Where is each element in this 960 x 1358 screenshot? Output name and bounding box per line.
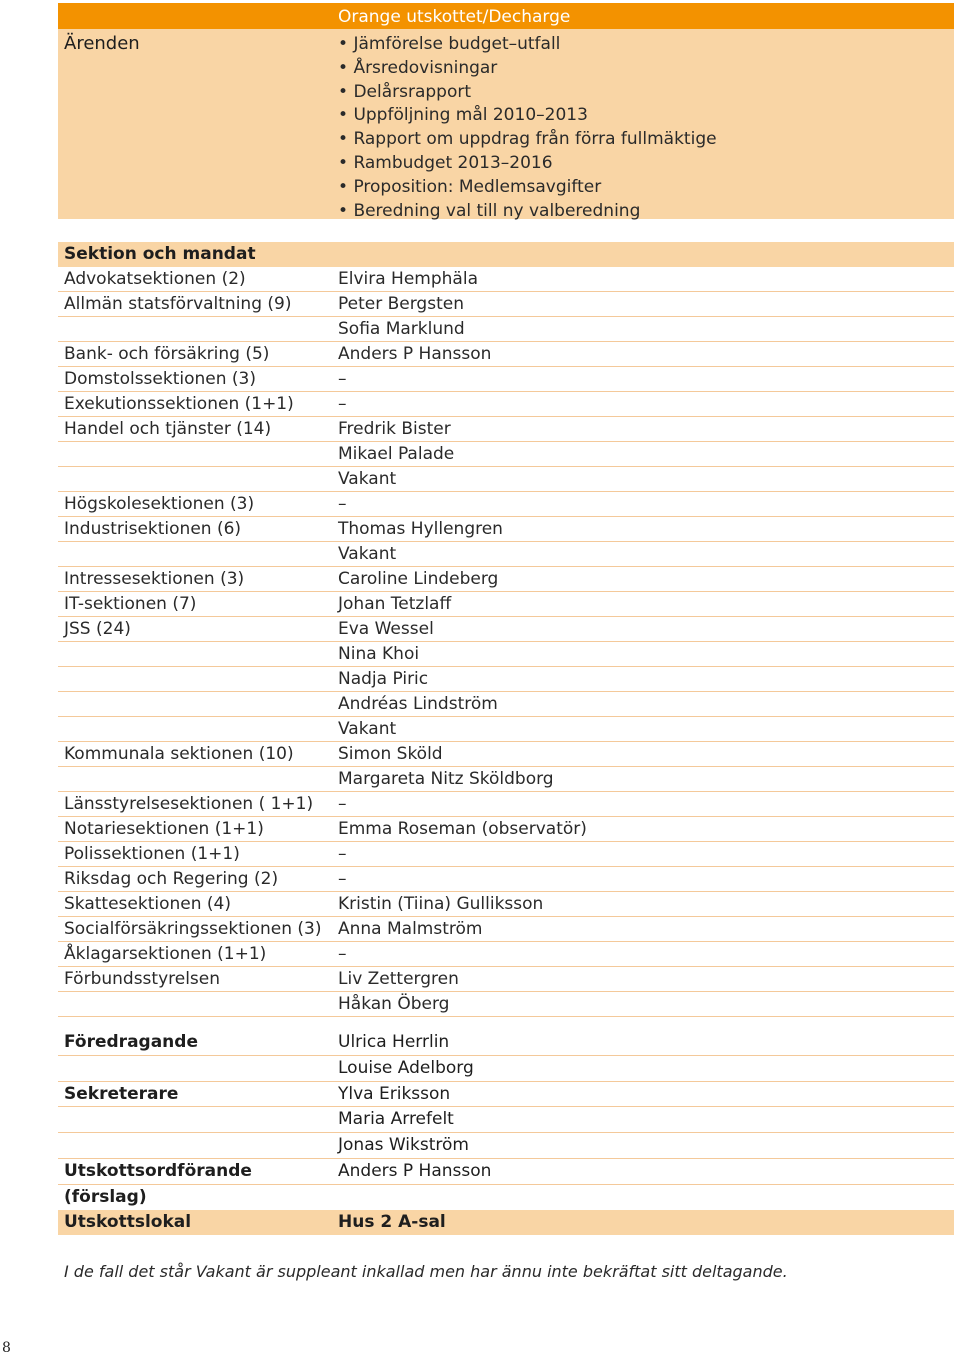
footnote: I de fall det står Vakant är suppleant inkallad men har ännu inte bekräftat sitt deltagande. bbox=[64, 1262, 788, 1281]
sektion-label bbox=[58, 467, 338, 491]
arenden-item: • Uppföljning mål 2010–2013 bbox=[338, 104, 717, 128]
sektion-row bbox=[58, 792, 954, 817]
sektion-member: – bbox=[338, 944, 347, 964]
sektion-member: Mikael Palade bbox=[338, 444, 455, 464]
sektion-member: Håkan Öberg bbox=[338, 994, 450, 1014]
sektion-header: Sektion och mandat bbox=[58, 242, 954, 267]
sektion-member: Anna Malmström bbox=[338, 919, 483, 939]
sektion-row bbox=[58, 492, 954, 517]
sektion-label: IT-sektionen (7) bbox=[64, 594, 197, 614]
sektion-member: – bbox=[338, 869, 347, 889]
sektion-member: Caroline Lindeberg bbox=[338, 569, 499, 589]
committee-title: Orange utskottet/Decharge bbox=[338, 7, 571, 27]
sektion-member: – bbox=[338, 844, 347, 864]
sektion-row bbox=[58, 267, 954, 292]
sektion-label: Allmän statsförvaltning (9) bbox=[64, 294, 292, 314]
sektion-row bbox=[58, 617, 954, 642]
sektion-row bbox=[58, 667, 954, 692]
sektion-table bbox=[58, 242, 954, 1017]
arenden-item: • Jämförelse budget–utfall bbox=[338, 33, 717, 57]
sekreterare-label: Sekreterare bbox=[64, 1083, 179, 1104]
sektion-label bbox=[58, 642, 338, 666]
role-person: Maria Arrefelt bbox=[338, 1109, 454, 1130]
sektion-row bbox=[58, 317, 954, 342]
role-row bbox=[58, 1133, 954, 1159]
sektion-label: Exekutionssektionen (1+1) bbox=[64, 394, 294, 414]
sektion-label: Intressesektionen (3) bbox=[64, 569, 245, 589]
role-row bbox=[58, 1159, 954, 1207]
sektion-label bbox=[58, 692, 338, 716]
sektion-member: Liv Zettergren bbox=[338, 969, 459, 989]
sektion-member: Johan Tetzlaff bbox=[338, 594, 452, 614]
sektion-label: Skattesektionen (4) bbox=[64, 894, 231, 914]
sektion-row bbox=[58, 542, 954, 567]
sektion-label: Högskolesektionen (3) bbox=[64, 494, 255, 514]
sektion-row bbox=[58, 692, 954, 717]
sektion-label: Industrisektionen (6) bbox=[64, 519, 242, 539]
sektion-row bbox=[58, 942, 954, 967]
role-person: Ylva Eriksson bbox=[338, 1083, 451, 1104]
sektion-row bbox=[58, 742, 954, 767]
sektion-member: Fredrik Bister bbox=[338, 419, 451, 439]
sektion-label: Polissektionen (1+1) bbox=[64, 844, 240, 864]
sektion-label: Bank- och försäkring (5) bbox=[64, 344, 270, 364]
role-row bbox=[58, 1107, 954, 1133]
sektion-row bbox=[58, 342, 954, 367]
sektion-member: Vakant bbox=[338, 544, 397, 564]
sektion-row bbox=[58, 842, 954, 867]
sektion-row bbox=[58, 367, 954, 392]
sektion-row bbox=[58, 392, 954, 417]
sektion-member: Nina Khoi bbox=[338, 644, 420, 664]
sektion-member: Emma Roseman (observatör) bbox=[338, 819, 587, 839]
sektion-row bbox=[58, 642, 954, 667]
sektion-rows bbox=[58, 267, 954, 1017]
sektion-member: – bbox=[338, 369, 347, 389]
sektion-row bbox=[58, 467, 954, 492]
sektion-row bbox=[58, 592, 954, 617]
sektion-member: Simon Sköld bbox=[338, 744, 443, 764]
sektion-member: Vakant bbox=[338, 469, 397, 489]
sektion-label: Handel och tjänster (14) bbox=[64, 419, 272, 439]
arenden-item: • Rambudget 2013–2016 bbox=[338, 152, 717, 176]
lokal-label: Utskottslokal bbox=[64, 1212, 192, 1232]
page-number: 8 bbox=[2, 1340, 11, 1356]
ordforande-label: Utskottsordförande (förslag) bbox=[64, 1160, 252, 1207]
arenden-item: • Delårsrapport bbox=[338, 81, 717, 105]
role-person: Ulrica Herrlin bbox=[338, 1032, 450, 1052]
sektion-member: Eva Wessel bbox=[338, 619, 434, 639]
sektion-label: Advokatsektionen (2) bbox=[64, 269, 246, 289]
sektion-member: – bbox=[338, 394, 347, 414]
sektion-label: Domstolssektionen (3) bbox=[64, 369, 256, 389]
sektion-member: – bbox=[338, 794, 347, 814]
sektion-row bbox=[58, 417, 954, 442]
sektion-row bbox=[58, 292, 954, 317]
sektion-label: Kommunala sektionen (10) bbox=[64, 744, 294, 764]
sektion-row bbox=[58, 917, 954, 942]
sektion-label: Förbundsstyrelsen bbox=[64, 969, 221, 989]
sektion-row bbox=[58, 867, 954, 892]
sektion-member: Vakant bbox=[338, 719, 397, 739]
sektion-member: Thomas Hyllengren bbox=[338, 519, 503, 539]
sektion-label bbox=[58, 767, 338, 791]
role-row bbox=[58, 1056, 954, 1082]
arenden-item: • Beredning val till ny valberedning bbox=[338, 200, 717, 224]
arenden-list bbox=[338, 33, 717, 223]
sektion-label: Notariesektionen (1+1) bbox=[64, 819, 264, 839]
sektion-member: – bbox=[338, 494, 347, 514]
foredragande-label: Föredragande bbox=[64, 1032, 198, 1052]
sektion-row bbox=[58, 817, 954, 842]
sektion-row bbox=[58, 517, 954, 542]
role-person: Anders P Hansson bbox=[338, 1160, 492, 1181]
sektion-row bbox=[58, 992, 954, 1017]
role-person: Jonas Wikström bbox=[338, 1135, 469, 1156]
lokal-row bbox=[58, 1210, 954, 1235]
role-row bbox=[58, 1030, 954, 1056]
sektion-label: Riksdag och Regering (2) bbox=[64, 869, 279, 889]
sektion-label: JSS (24) bbox=[64, 619, 131, 639]
sektion-row bbox=[58, 767, 954, 792]
sektion-label: Socialförsäkringssektionen (3) bbox=[64, 919, 322, 939]
arenden-item: • Årsredovisningar bbox=[338, 57, 717, 81]
role-row bbox=[58, 1082, 954, 1108]
sektion-member: Peter Bergsten bbox=[338, 294, 464, 314]
sektion-row bbox=[58, 442, 954, 467]
sektion-label bbox=[58, 317, 338, 341]
sektion-row bbox=[58, 567, 954, 592]
sektion-member: Andréas Lindström bbox=[338, 694, 498, 714]
sektion-member: Margareta Nitz Sköldborg bbox=[338, 769, 554, 789]
sektion-label bbox=[58, 667, 338, 691]
sektion-member: Elvira Hemphäla bbox=[338, 269, 478, 289]
arenden-item: • Proposition: Medlemsavgifter bbox=[338, 176, 717, 200]
sektion-label bbox=[58, 542, 338, 566]
arenden-item: • Rapport om uppdrag från förra fullmäktige bbox=[338, 128, 717, 152]
sektion-label: Länsstyrelsesektionen ( 1+1) bbox=[64, 794, 314, 814]
lokal-value: Hus 2 A-sal bbox=[338, 1212, 446, 1232]
sektion-row bbox=[58, 967, 954, 992]
roles-block bbox=[58, 1030, 954, 1207]
sektion-label bbox=[58, 442, 338, 466]
sektion-member: Kristin (Tiina) Gulliksson bbox=[338, 894, 544, 914]
role-person: Louise Adelborg bbox=[338, 1057, 474, 1078]
sektion-row bbox=[58, 892, 954, 917]
sektion-member: Anders P Hansson bbox=[338, 344, 492, 364]
arenden-label: Ärenden bbox=[64, 33, 140, 54]
sektion-label: Åklagarsektionen (1+1) bbox=[64, 944, 267, 964]
sektion-member: Nadja Piric bbox=[338, 669, 429, 689]
sektion-row bbox=[58, 717, 954, 742]
sektion-label bbox=[58, 717, 338, 741]
sektion-label bbox=[58, 992, 338, 1016]
arenden-block bbox=[58, 3, 954, 219]
sektion-member: Sofia Marklund bbox=[338, 319, 465, 339]
